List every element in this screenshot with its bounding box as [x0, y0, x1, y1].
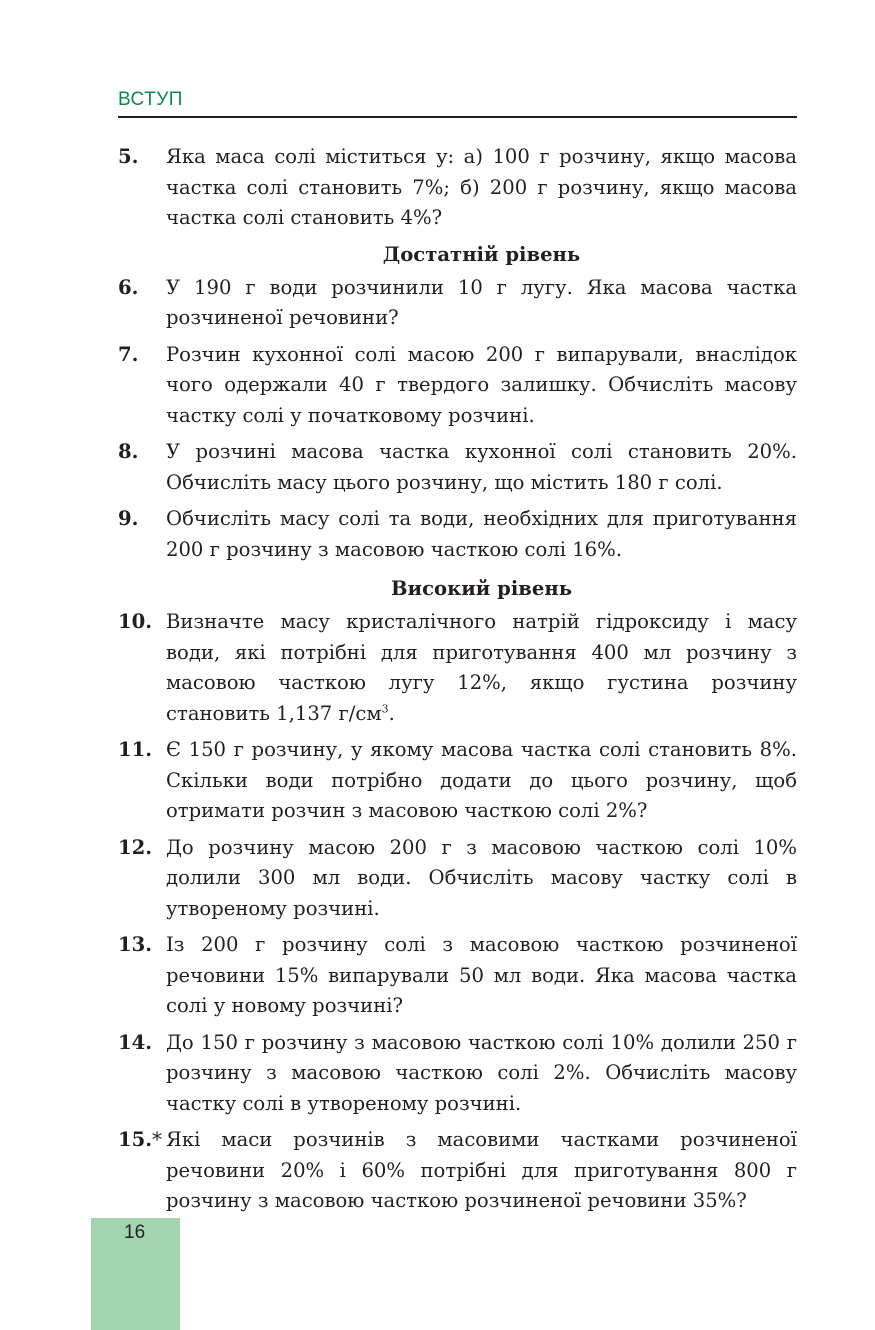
exercise-text: До 150 г розчину з масовою часткою солі 10% долили 250 г розчину з масовою часткою солі 2%. Обчисліть масову частку солі в утвореному розчині. [166, 1030, 797, 1115]
level-heading-high: Високий рівень [391, 577, 572, 600]
exercise-text: Є 150 г розчину, у якому масова частка солі становить 8%. Скільки води потрібно додати до цього розчину, щоб отримати розчин з масовою часткою солі 2%? [166, 738, 797, 822]
exercise-list [118, 142, 797, 1223]
exercise-8 [118, 437, 797, 498]
exercise-7 [118, 340, 797, 432]
header-divider [118, 116, 797, 118]
exercise-13 [118, 930, 797, 1022]
exercise-11 [118, 735, 797, 827]
exercise-text: Визначте масу кристалічного натрій гідроксиду і масу води, які потрібні для приготування 400 мл розчину з масовою часткою лугу 12%, якщо густина розчину становить 1,137 г/см [166, 610, 797, 725]
exercise-text: У 190 г води розчинили 10 г лугу. Яка масова частка розчиненої речовини? [166, 275, 797, 329]
exercise-number: 7. [118, 342, 139, 366]
exercise-number [118, 1125, 162, 1156]
exercise-text: Розчин кухонної солі масою 200 г випарували, внаслідок чого одержали 40 г твердого залишку. Обчисліть масову частку солі у початковому розчині. [166, 342, 797, 427]
exercise-text: Обчисліть масу солі та води, необхідних для приготування 200 г розчину з масовою часткою солі 16%. [166, 507, 797, 561]
exercise-10 [118, 607, 797, 729]
exercise-14 [118, 1028, 797, 1120]
exercise-number-value: 15. [118, 1128, 153, 1151]
page-number: 16 [124, 1222, 146, 1243]
exercise-number: 14. [118, 1030, 153, 1054]
exercise-5 [118, 142, 797, 234]
exercise-number: 12. [118, 835, 153, 859]
exercise-text: У розчині масова частка кухонної солі становить 20%. Обчисліть масу цього розчину, що містить 180 г солі. [166, 440, 797, 494]
superscript: 3 [381, 701, 389, 715]
exercise-number: 10. [118, 610, 153, 633]
exercise-number: 8. [118, 440, 139, 463]
exercise-number: 13. [118, 933, 153, 956]
asterisk-mark: * [152, 1128, 162, 1151]
exercise-text: Із 200 г розчину солі з масовою часткою розчиненої речовини 15% випарували 50 мл води. Яка масова частка солі у новому розчині? [166, 933, 797, 1017]
level-heading-sufficient: Достатній рівень [382, 242, 581, 266]
exercise-text: До розчину масою 200 г з масовою часткою солі 10% долили 300 мл води. Обчисліть масову частку солі в утвореному розчині. [166, 835, 797, 920]
exercise-6 [118, 273, 797, 334]
exercise-text-end: . [388, 701, 395, 725]
exercise-text: Яка маса солі міститься у: а) 100 г розчину, якщо масова частка солі становить 7%; б) 200 г розчину, якщо масова частка солі становить 4%? [166, 145, 797, 229]
exercise-9 [118, 504, 797, 565]
exercise-text: Які маси розчинів з масовими частками розчиненої речовини 20% і 60% потрібні для приготування 800 г розчину з масовою часткою розчиненої речовини 35%? [166, 1128, 797, 1212]
exercise-number: 6. [118, 275, 139, 299]
exercise-number: 11. [118, 738, 153, 761]
exercise-number: 5. [118, 145, 139, 168]
exercise-12 [118, 833, 797, 925]
section-header: ВСТУП [118, 89, 183, 110]
exercise-number: 9. [118, 507, 139, 530]
exercise-15 [118, 1125, 797, 1217]
